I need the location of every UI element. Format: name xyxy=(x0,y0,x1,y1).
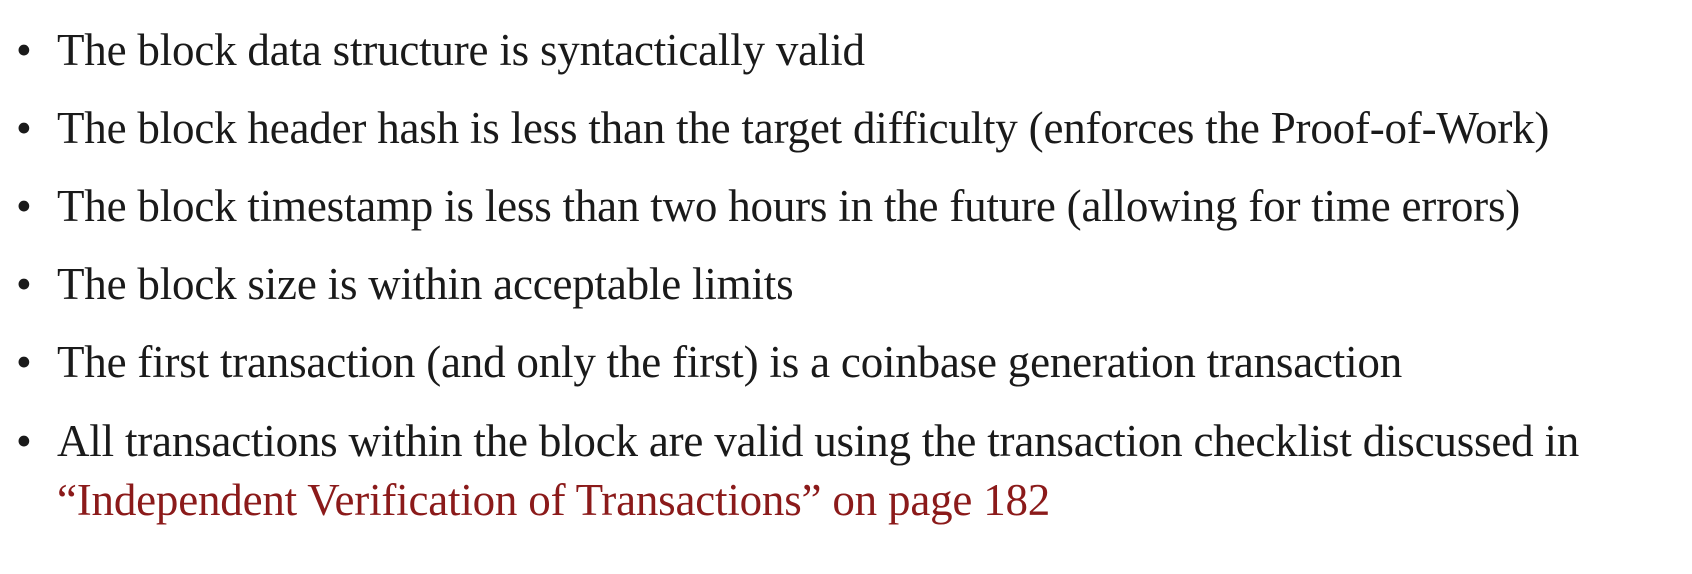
list-item-text: All transactions within the block are valid using the transaction checklist discussed in xyxy=(57,416,1580,466)
list-item xyxy=(0,256,1692,312)
list-item xyxy=(0,412,1692,530)
list-item xyxy=(0,178,1692,234)
block-validation-checklist xyxy=(0,22,1692,552)
bullet-icon: • xyxy=(16,259,32,309)
list-item-text: The block data structure is syntactically valid xyxy=(57,25,865,75)
list-item xyxy=(0,22,1692,78)
list-item xyxy=(0,100,1692,156)
bullet-icon: • xyxy=(16,337,32,387)
list-item-text: The first transaction (and only the first) is a coinbase generation transaction xyxy=(57,337,1402,387)
cross-reference-link[interactable]: “Independent Verification of Transactions” on page 182 xyxy=(57,475,1051,525)
list-item-text: The block size is within acceptable limits xyxy=(57,259,794,309)
list-item-text: The block timestamp is less than two hours in the future (allowing for time errors) xyxy=(57,181,1521,231)
bullet-icon: • xyxy=(16,181,32,231)
bullet-icon: • xyxy=(16,103,32,153)
list-item xyxy=(0,334,1692,390)
bullet-icon: • xyxy=(16,25,32,75)
bullet-icon: • xyxy=(16,416,32,466)
list-item-text: The block header hash is less than the target difficulty (enforces the Proof-of-Work) xyxy=(57,103,1550,153)
